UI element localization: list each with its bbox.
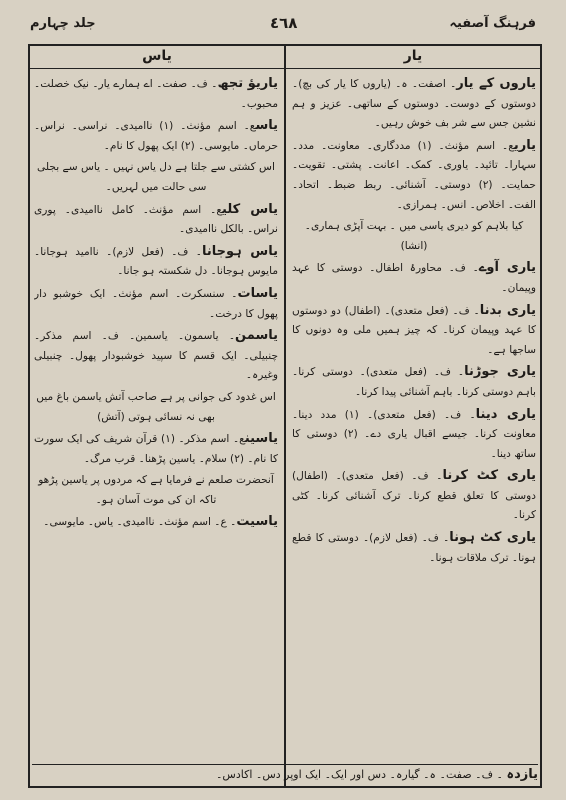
entry-headword: یاری [513, 137, 536, 153]
entry-definition: کیا بلاہم کو دیری یاسی میں ۔ بہت آپڑی ہماری۔ (انشا) [304, 220, 524, 252]
dictionary-entry [34, 429, 278, 469]
entry-headword: یاس ہوجانا [202, 243, 278, 259]
entry-headword: یازدہ [506, 767, 538, 782]
dictionary-entry [34, 200, 278, 240]
dictionary-entry [34, 74, 278, 114]
entry-definition: ۔ ع۔ اسم مؤنث۔ ناامیدی۔ یاس۔ مایوسی۔ [43, 516, 237, 529]
left-column [34, 74, 278, 762]
entry-definition: ۔ ف۔ (فعل لازم)۔ دوستی کا قطع ہونا۔ ترک ملاقات ہونا۔ [292, 532, 536, 564]
entry-definition: ع۔ اسم مؤنث۔ کامل ناامیدی۔ پوری نراس۔ بالکل ناامیدی۔ [34, 203, 278, 236]
entry-headword: یاسات [237, 285, 278, 301]
dictionary-entry [292, 258, 536, 298]
entry-headword: یاری بدنا [479, 302, 536, 318]
entry-definition: ۔ ف۔ محاورۂ اطفال۔ دوستی کا عہد وپیمان۔ [292, 262, 536, 294]
dictionary-entry [34, 388, 278, 427]
entry-headword: یاسیت [236, 514, 278, 530]
entry-headword: یاسمن [235, 328, 278, 344]
entry-definition: ۔ ف۔ (فعل متعدی)۔ دوستی کرنا۔ باہم دوستی کرنا۔ باہم آشنائی پیدا کرنا۔ [292, 366, 536, 398]
entry-headword: یاری آوے [478, 260, 536, 276]
entry-headword: یاری کٹ کرنا [442, 468, 536, 484]
entry-definition: ع۔ اسم مؤنث۔ (۱) مددگاری۔ معاونت۔ مدد۔ سہارا۔ تائید۔ یاوری۔ کمک۔ اعانت۔ پشتی۔ تقویت۔ حمایت۔ (۲) دوستی۔ آشنائی۔ ربط ضبط۔ اتحاد۔ الفت۔ اخلاص۔ انس۔ ہمرازی۔ [292, 139, 536, 211]
entry-headword: یاریؤ تجھ [217, 76, 278, 91]
entry-definition: ۔ یاسمون۔ یاسمین۔ ف۔ اسم مذکر۔ چنبیلی۔ ایک قسم کا سپید خوشبودار پھول۔ چنبیلی وغیرہ۔ [34, 330, 278, 382]
dictionary-entry [292, 217, 536, 256]
right-column [292, 74, 536, 762]
entry-definition: ۔ ف۔ (فعل متعدی)۔ (اطفال) دو دوستوں کا عہد وپیمان کرنا۔ کہ چیز ہمیں ملی وہ دونوں کا ساجھا ہے۔ [292, 304, 536, 356]
entry-definition: ع۔ اسم مذکر۔ (۱) قرآن شریف کی ایک سورت کا نام۔ (۲) سلام۔ یاسین پڑھنا۔ قرب مرگ۔ [34, 433, 278, 465]
right-column-heading: یار [403, 48, 423, 64]
entry-definition: ۔ اصفت۔ ہ۔ (یاروں کا یار کی بچ)۔ دوستوں کے دوست۔ دوستوں کے ساتھی۔ عزیز و ہم نشین جس سے شر بف خوش رہیں۔ [292, 78, 536, 130]
entry-definition: اس کشتی سے جلتا ہے دل یاس نہیں ۔ یاس سے بجلی سی حالت میں لہریں۔ [37, 161, 275, 193]
bottom-entry [32, 764, 538, 785]
entry-definition: ۔ ف۔ صفت۔ اے ہمارے یار۔ نیک خصلت۔ محبوب۔ [34, 78, 278, 110]
entry-headword: یاروں کے یار [456, 76, 536, 91]
dictionary-entry [34, 512, 278, 533]
dictionary-entry [34, 471, 278, 510]
dictionary-entry [292, 301, 536, 361]
entry-definition: ۔ ف۔ (فعل لازم)۔ ناامید ہوجانا۔ مایوس ہوجانا۔ دل شکستہ ہو جانا۔ [34, 245, 278, 278]
entry-headword: یاری کٹ ہونا [449, 530, 536, 546]
left-column-heading: یاس [142, 48, 172, 64]
entry-definition: ۔ ف۔ صفت۔ ہ۔ گیارہ۔ دس اور ایک۔ ایک اوپر دس۔ اکادس۔ [215, 768, 503, 781]
entry-headword: یاسین [244, 431, 278, 447]
dictionary-entry [292, 405, 536, 465]
dictionary-entry [292, 362, 536, 402]
dictionary-entry [34, 284, 278, 324]
column-divider [284, 44, 286, 788]
dictionary-entry [292, 466, 536, 526]
page-number: ٤٦٨ [270, 14, 298, 32]
entry-definition: ۔ ف۔ (فعل متعدی)۔ (اطفال) دوستی کا تعلق قطع کرنا۔ ترک آشنائی کرنا۔ کٹی کرنا۔ [292, 470, 536, 522]
dictionary-entry [292, 74, 536, 134]
entry-headword: یاری دینا [475, 406, 536, 422]
dictionary-entry [34, 116, 278, 156]
page-header [30, 10, 536, 40]
entry-headword: یاس [255, 118, 278, 134]
running-title: فرہنگ آصفیہ [449, 16, 536, 31]
entry-definition: آنحضرت صلعم نے فرمایا ہے کہ مردوں پر یاسین پڑھو تاکہ ان کی موت آسان ہو۔ [38, 474, 274, 506]
entry-definition: اس غدود کی جوانی پر ہے صاحب آتش یاسمن باغ میں بھی نہ نسائی ہوتی (آتش) [36, 390, 276, 423]
entry-definition: ۔ ف۔ (فعل متعدی)۔ (۱) مدد دینا۔ معاونت کرنا۔ جیسے اقبال یاری دے۔ (۲) دوستی کا ساتھ دینا۔ [292, 408, 536, 460]
entry-headword: یاس کلی [222, 201, 278, 217]
heading-rule [28, 68, 542, 69]
entry-headword: یاری جوڑنا [464, 364, 536, 380]
dictionary-entry [292, 528, 536, 568]
dictionary-entry [34, 158, 278, 197]
dictionary-entry [34, 242, 278, 282]
dictionary-entry [292, 136, 536, 215]
dictionary-entry [34, 326, 278, 386]
volume-label: جلد چہارم [30, 16, 96, 31]
entry-definition: ع۔ اسم مؤنث۔ (۱) ناامیدی۔ نراسی۔ نراس۔ حرماں۔ مایوسی۔ (۲) ایک پھول کا نام۔ [34, 120, 278, 152]
entry-definition: ۔ سنسکرت۔ اسم مؤنث۔ ایک خوشبو دار پھول کا درخت۔ [34, 287, 278, 320]
